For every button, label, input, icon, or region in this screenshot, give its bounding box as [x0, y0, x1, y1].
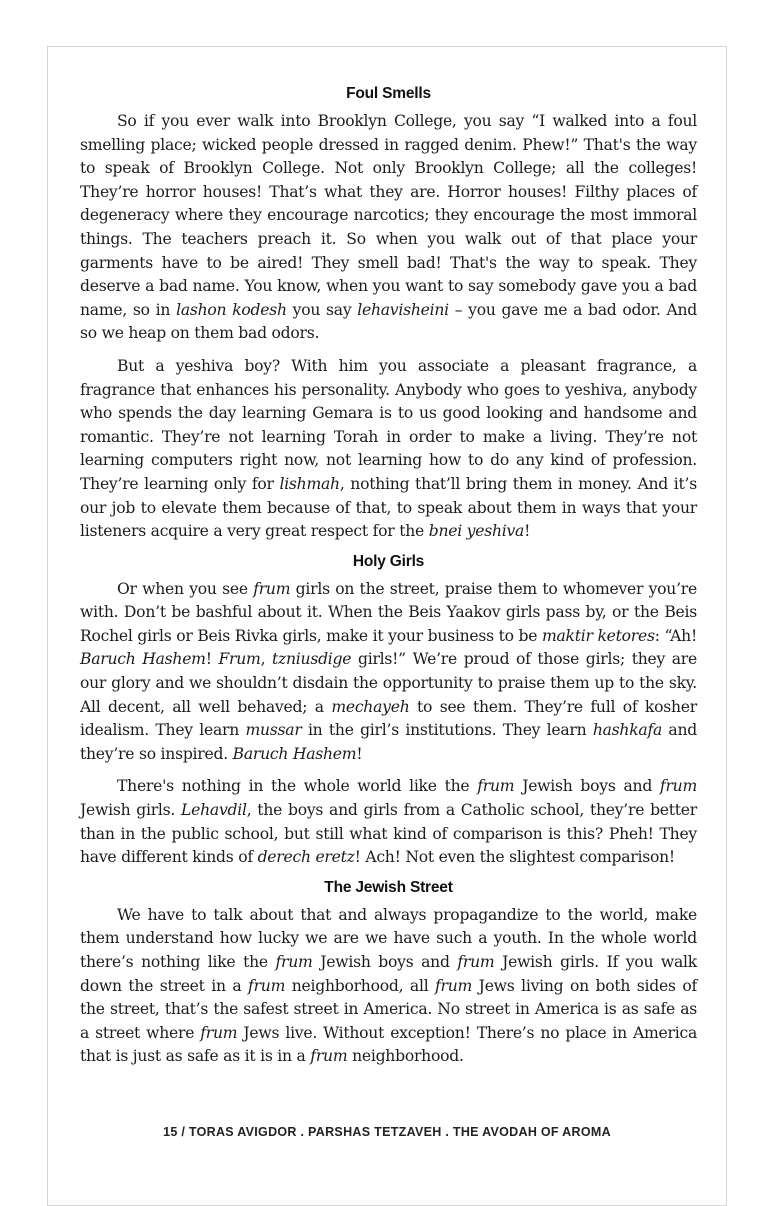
- page: [47, 46, 727, 1206]
- italic-term: frum: [310, 1047, 348, 1066]
- italic-term: frum: [477, 777, 515, 796]
- text-run: Jews living on both sides of the street, that’s the safest street in America. No street in America is as safe as a street where: [80, 976, 698, 1042]
- text-run: We have to talk about that and always propagandize to the world, make them understand how lucky we are we have such a youth. In the whole world there’s nothing like the: [80, 905, 697, 971]
- article-body: [80, 85, 697, 1078]
- italic-term: frum: [435, 976, 473, 995]
- text-run: !: [205, 650, 219, 669]
- text-run: : “Ah!: [654, 626, 697, 645]
- italic-term: lashon kodesh: [176, 300, 287, 319]
- text-run: , nothing that’ll bring them in money. And it’s our job to elevate them because of that, to speak about them in ways that your listeners acquire a very great respect for the: [80, 474, 697, 541]
- italic-term: Baruch Hashem: [232, 744, 357, 763]
- italic-term: frum: [457, 953, 495, 971]
- text-run: girls!” We’re proud of those girls; they are our glory and we shouldn’t disdain the opportunity to praise them up to the sky. All decent, all well behaved; a: [80, 650, 697, 716]
- text-run: Jewish boys and: [514, 777, 660, 796]
- text-run: Jews live. Without exception! There’s no place in America that is just as safe as it is in a: [80, 1023, 697, 1066]
- text-run: – you gave me a bad odor. And so we heap on them bad odors.: [80, 300, 697, 343]
- italic-term: hashkafa: [592, 721, 663, 740]
- italic-term: Baruch Hashem: [80, 650, 206, 669]
- italic-term: frum: [248, 976, 286, 995]
- text-run: But a yeshiva boy? With him you associate a pleasant fragrance, a fragrance that enhances his personality. Anybody who goes to yeshiva, anybody who spends the day learning Gemara is to us good looking and handsome and romantic. They’re not learning Torah in order to make a living. They’re not learning computers right now, not learning how to do any kind of profession. They’re learning only for: [80, 356, 697, 493]
- text-run: !: [356, 744, 363, 763]
- text-run: Jewish girls. If you walk down the street in a: [80, 953, 697, 995]
- italic-term: mussar: [245, 721, 302, 740]
- italic-term: frum: [253, 579, 291, 598]
- section-foul-smells: [80, 85, 697, 544]
- paragraph: [80, 578, 697, 767]
- section-heading: The Jewish Street: [324, 878, 453, 896]
- italic-term: frum: [200, 1023, 238, 1042]
- text-run: to see them. They’re full of kosher idealism. They learn: [80, 697, 697, 740]
- italic-term: maktir ketores: [541, 626, 655, 645]
- italic-term: bnei yeshiva: [428, 522, 525, 541]
- paragraph: [80, 775, 697, 869]
- text-run: you say: [286, 300, 358, 319]
- section-jewish-street: [80, 879, 697, 1069]
- text-run: Jewish boys and: [312, 953, 458, 971]
- text-run: in the girl’s institutions. They learn: [301, 721, 593, 740]
- italic-term: Frum: [218, 650, 261, 669]
- section-heading: Holy Girls: [352, 552, 425, 570]
- text-run: , the boys and girls from a Catholic school, they’re better than in the public school, but still what kind of comparison is this? Pheh! They have different kinds of: [80, 801, 697, 867]
- text-run: Or when you see: [117, 579, 254, 598]
- text-run: girls on the street, praise them to whomever you’re with. Don’t be bashful about it. When the Beis Yaakov girls pass by, or the Beis Rochel girls or Beis Rivka girls, make it your business to be: [80, 579, 697, 645]
- italic-term: frum: [659, 777, 697, 796]
- text-run: There's nothing in the whole world like the: [117, 777, 478, 796]
- paragraph: [80, 904, 697, 1069]
- italic-term: derech eretz: [257, 848, 355, 867]
- text-run: neighborhood.: [347, 1047, 464, 1066]
- italic-term: Lehavdil: [181, 801, 247, 820]
- italic-term: lehavisheini: [357, 300, 449, 319]
- text-run: neighborhood, all: [285, 976, 436, 995]
- text-run: !: [524, 522, 531, 541]
- text-run: and they’re so inspired.: [80, 721, 697, 763]
- text-run: ,: [260, 650, 273, 669]
- paragraph: [80, 355, 697, 544]
- italic-term: lishmah: [279, 474, 340, 493]
- paragraph: [80, 110, 697, 346]
- italic-term: tzniusdige: [272, 650, 352, 669]
- italic-term: mechayeh: [331, 697, 410, 716]
- text-run: Jewish girls.: [80, 801, 182, 820]
- page-footer: 15 / TORAS AVIGDOR . PARSHAS TETZAVEH . THE AVODAH OF AROMA: [163, 1125, 611, 1139]
- italic-term: frum: [275, 953, 313, 971]
- section-holy-girls: [80, 553, 697, 870]
- text-run: So if you ever walk into Brooklyn College, you say “I walked into a foul smelling place; wicked people dressed in ragged denim. Phew!” That's the way to speak of Brooklyn College. Not only Brooklyn College; all the colleges! They’re horror houses! That’s what they are. Horror houses! Filthy places of degeneracy where they encourage narcotics; they encourage the most immoral things. The teachers preach it. So when you walk out of that place your garments have to be aired! They smell bad! That's the way to speak. They deserve a bad name. You know, when you want to say somebody gave you a bad name, so in: [80, 112, 697, 319]
- section-heading: Foul Smells: [346, 85, 431, 102]
- text-run: ! Ach! Not even the slightest comparison!: [354, 848, 675, 867]
